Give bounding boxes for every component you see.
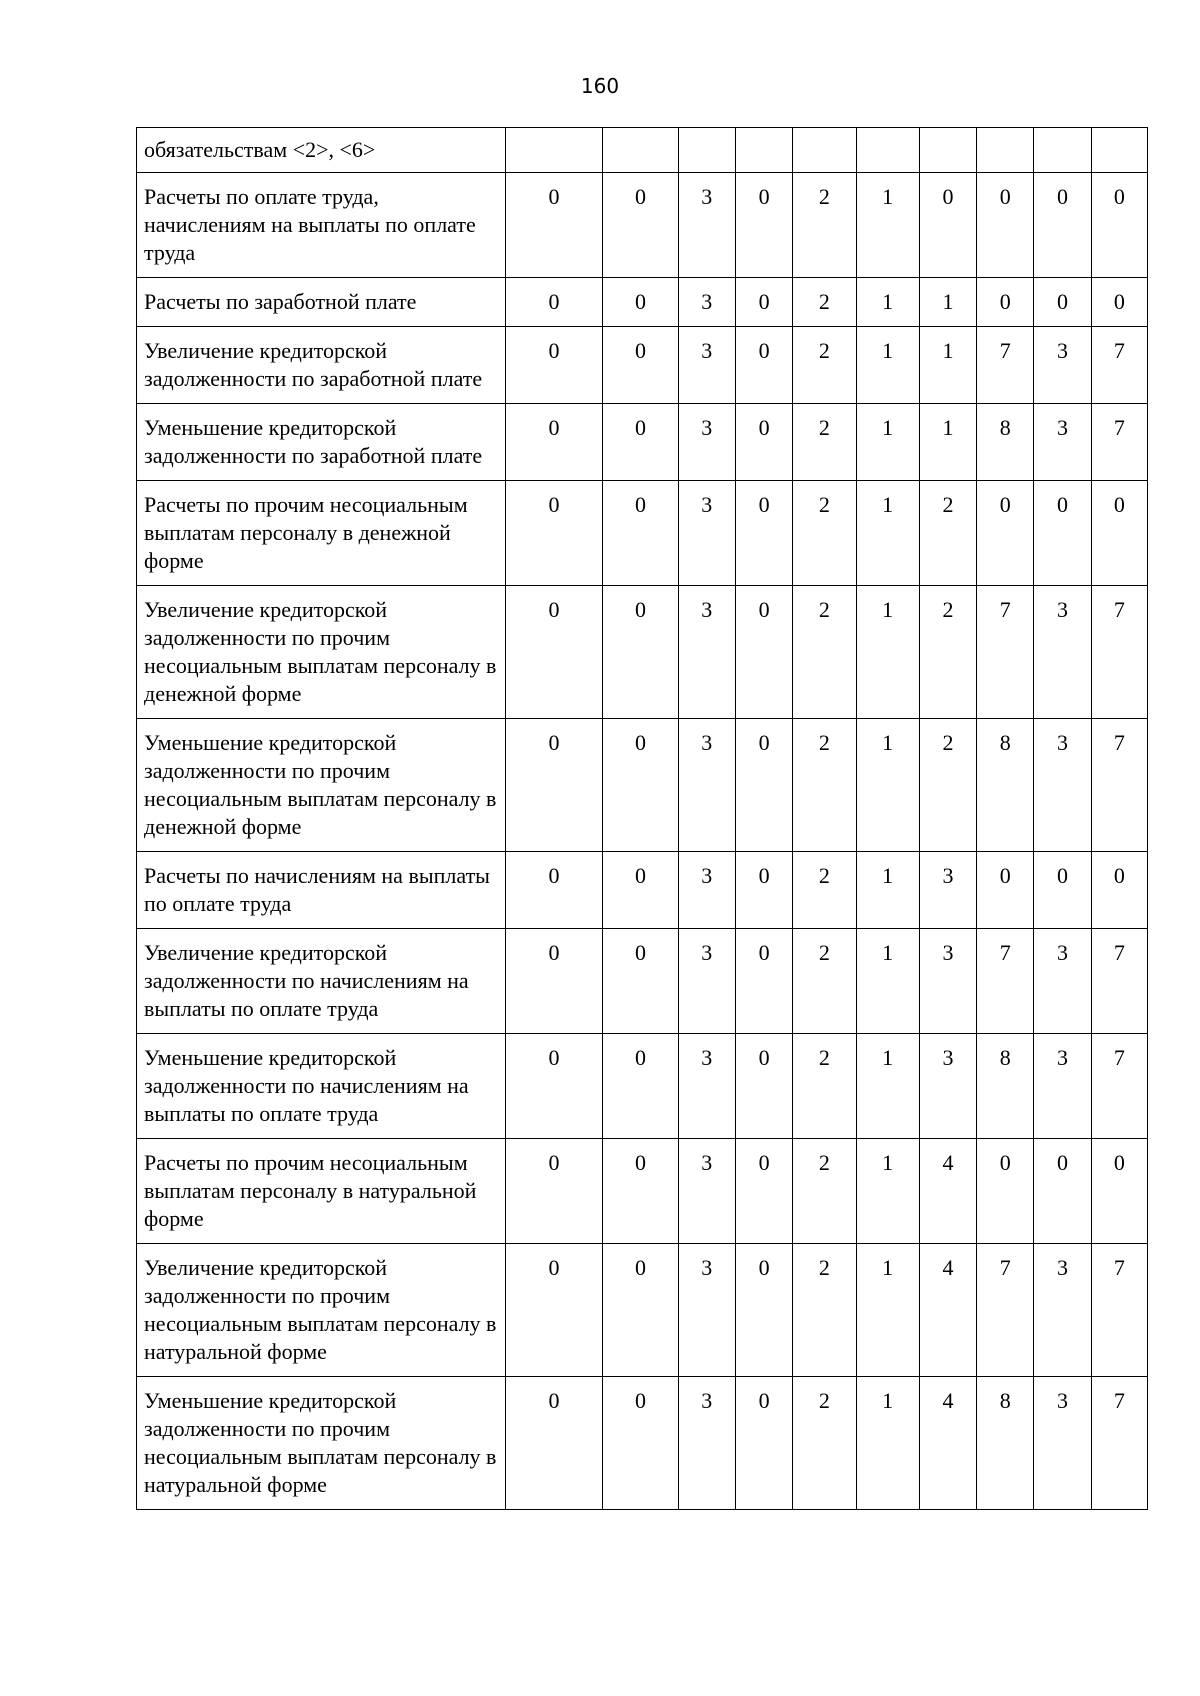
code-digit-cell: 1 — [919, 278, 976, 327]
code-digit-cell: 7 — [977, 929, 1034, 1034]
table-row — [137, 1244, 1148, 1377]
code-digit-cell: 4 — [919, 1377, 976, 1510]
code-digit-cell: 1 — [856, 1377, 919, 1510]
code-digit-cell: 3 — [678, 173, 735, 278]
code-digit-cell: 0 — [735, 173, 792, 278]
table-row — [137, 404, 1148, 481]
code-digit-cell — [505, 128, 602, 173]
row-name-cell: Расчеты по оплате труда, начислениям на выплаты по оплате труда — [137, 173, 506, 278]
code-digit-cell: 0 — [1034, 278, 1091, 327]
code-digit-cell: 0 — [735, 278, 792, 327]
row-name-cell: Увеличение кредиторской задолженности по прочим несоциальным выплатам персоналу в денежной форме — [137, 586, 506, 719]
code-digit-cell: 1 — [856, 929, 919, 1034]
code-digit-cell: 7 — [1091, 1244, 1147, 1377]
code-digit-cell: 0 — [1034, 481, 1091, 586]
code-digit-cell: 4 — [919, 1244, 976, 1377]
code-digit-cell: 8 — [977, 1377, 1034, 1510]
code-digit-cell: 0 — [603, 586, 678, 719]
code-digit-cell: 2 — [793, 278, 856, 327]
code-digit-cell: 7 — [1091, 404, 1147, 481]
code-digit-cell — [735, 128, 792, 173]
code-digit-cell: 3 — [678, 1244, 735, 1377]
code-digit-cell: 1 — [856, 1034, 919, 1139]
table-row — [137, 1139, 1148, 1244]
code-digit-cell: 0 — [603, 1034, 678, 1139]
table-row — [137, 173, 1148, 278]
code-digit-cell: 7 — [977, 586, 1034, 719]
code-digit-cell: 3 — [1034, 404, 1091, 481]
code-digit-cell: 0 — [603, 719, 678, 852]
code-digit-cell: 0 — [603, 1377, 678, 1510]
code-digit-cell: 2 — [793, 481, 856, 586]
code-digit-cell: 7 — [1091, 327, 1147, 404]
code-digit-cell: 0 — [505, 1034, 602, 1139]
code-digit-cell: 2 — [919, 586, 976, 719]
code-digit-cell — [1091, 128, 1147, 173]
code-digit-cell: 2 — [793, 1034, 856, 1139]
code-digit-cell: 0 — [1091, 1139, 1147, 1244]
row-name-cell: Расчеты по заработной плате — [137, 278, 506, 327]
code-digit-cell: 2 — [793, 852, 856, 929]
code-digit-cell: 3 — [678, 404, 735, 481]
code-digit-cell: 0 — [603, 1244, 678, 1377]
code-digit-cell: 0 — [735, 586, 792, 719]
code-digit-cell: 0 — [919, 173, 976, 278]
code-digit-cell: 0 — [735, 1377, 792, 1510]
code-digit-cell: 0 — [505, 719, 602, 852]
code-digit-cell: 3 — [678, 1377, 735, 1510]
code-digit-cell: 1 — [856, 173, 919, 278]
code-digit-cell: 3 — [678, 586, 735, 719]
code-digit-cell: 3 — [1034, 327, 1091, 404]
table-row — [137, 278, 1148, 327]
row-name-cell: Расчеты по прочим несоциальным выплатам персоналу в денежной форме — [137, 481, 506, 586]
row-name-cell: Расчеты по начислениям на выплаты по оплате труда — [137, 852, 506, 929]
code-digit-cell — [856, 128, 919, 173]
code-digit-cell: 7 — [977, 1244, 1034, 1377]
code-digit-cell: 1 — [856, 586, 919, 719]
code-digit-cell: 0 — [603, 1139, 678, 1244]
code-digit-cell: 2 — [793, 929, 856, 1034]
code-digit-cell: 0 — [505, 278, 602, 327]
row-name-cell: Увеличение кредиторской задолженности по прочим несоциальным выплатам персоналу в натуральной форме — [137, 1244, 506, 1377]
table-row — [137, 128, 1148, 173]
table-row — [137, 852, 1148, 929]
code-digit-cell: 3 — [919, 852, 976, 929]
code-digit-cell: 7 — [977, 327, 1034, 404]
code-digit-cell: 0 — [505, 1377, 602, 1510]
code-digit-cell: 0 — [1091, 852, 1147, 929]
code-digit-cell: 8 — [977, 719, 1034, 852]
code-digit-cell: 0 — [505, 327, 602, 404]
code-digit-cell: 0 — [505, 586, 602, 719]
code-digit-cell: 0 — [505, 1139, 602, 1244]
code-digit-cell: 7 — [1091, 1377, 1147, 1510]
code-digit-cell — [977, 128, 1034, 173]
code-digit-cell — [919, 128, 976, 173]
code-digit-cell: 2 — [793, 1377, 856, 1510]
table-row — [137, 1034, 1148, 1139]
code-digit-cell: 0 — [603, 278, 678, 327]
code-digit-cell: 1 — [856, 404, 919, 481]
code-digit-cell: 1 — [856, 278, 919, 327]
code-digit-cell — [793, 128, 856, 173]
code-digit-cell: 0 — [735, 1034, 792, 1139]
code-digit-cell: 1 — [919, 327, 976, 404]
code-digit-cell: 0 — [603, 404, 678, 481]
code-digit-cell: 2 — [793, 404, 856, 481]
code-digit-cell: 2 — [919, 719, 976, 852]
code-digit-cell — [678, 128, 735, 173]
code-digit-cell: 3 — [1034, 719, 1091, 852]
code-digit-cell: 3 — [678, 1034, 735, 1139]
code-digit-cell: 0 — [735, 404, 792, 481]
table-row — [137, 481, 1148, 586]
row-name-cell: Расчеты по прочим несоциальным выплатам персоналу в натуральной форме — [137, 1139, 506, 1244]
code-digit-cell: 0 — [1034, 173, 1091, 278]
code-digit-cell: 7 — [1091, 586, 1147, 719]
row-name-cell: Уменьшение кредиторской задолженности по прочим несоциальным выплатам персоналу в натуральной форме — [137, 1377, 506, 1510]
code-digit-cell: 0 — [505, 852, 602, 929]
code-digit-cell: 0 — [735, 1139, 792, 1244]
code-digit-cell: 2 — [919, 481, 976, 586]
code-digit-cell: 3 — [919, 1034, 976, 1139]
code-digit-cell: 3 — [678, 278, 735, 327]
code-digit-cell: 3 — [678, 929, 735, 1034]
row-name-cell: Уменьшение кредиторской задолженности по заработной плате — [137, 404, 506, 481]
code-digit-cell: 3 — [678, 852, 735, 929]
code-digit-cell: 0 — [505, 404, 602, 481]
row-name-cell: Увеличение кредиторской задолженности по заработной плате — [137, 327, 506, 404]
code-digit-cell: 1 — [856, 481, 919, 586]
code-digit-cell: 1 — [856, 852, 919, 929]
row-name-cell: Уменьшение кредиторской задолженности по начислениям на выплаты по оплате труда — [137, 1034, 506, 1139]
code-digit-cell: 1 — [856, 1139, 919, 1244]
code-digit-cell: 7 — [1091, 929, 1147, 1034]
code-digit-cell: 0 — [977, 852, 1034, 929]
code-digit-cell — [1034, 128, 1091, 173]
code-digit-cell: 0 — [505, 173, 602, 278]
code-digit-cell: 3 — [1034, 1244, 1091, 1377]
table-body — [137, 128, 1148, 1510]
code-digit-cell: 1 — [919, 404, 976, 481]
code-digit-cell: 1 — [856, 719, 919, 852]
code-digit-cell: 0 — [735, 929, 792, 1034]
table-row — [137, 586, 1148, 719]
code-digit-cell: 3 — [1034, 1034, 1091, 1139]
code-digit-cell: 1 — [856, 327, 919, 404]
code-digit-cell: 2 — [793, 586, 856, 719]
page-number: 160 — [580, 74, 620, 98]
code-digit-cell: 0 — [1034, 1139, 1091, 1244]
code-digit-cell: 0 — [603, 929, 678, 1034]
code-digit-cell: 0 — [505, 1244, 602, 1377]
code-digit-cell: 2 — [793, 1139, 856, 1244]
code-digit-cell: 2 — [793, 327, 856, 404]
code-digit-cell: 7 — [1091, 719, 1147, 852]
code-digit-cell: 0 — [735, 719, 792, 852]
code-digit-cell: 0 — [603, 481, 678, 586]
code-digit-cell: 0 — [603, 173, 678, 278]
code-digit-cell: 0 — [1091, 481, 1147, 586]
row-name-cell: Увеличение кредиторской задолженности по начислениям на выплаты по оплате труда — [137, 929, 506, 1034]
table-row — [137, 719, 1148, 852]
row-name-cell: обязательствам <2>, <6> — [137, 128, 506, 173]
code-digit-cell: 0 — [735, 852, 792, 929]
code-digit-cell: 0 — [1091, 278, 1147, 327]
code-digit-cell: 8 — [977, 404, 1034, 481]
row-name-cell: Уменьшение кредиторской задолженности по прочим несоциальным выплатам персоналу в денежной форме — [137, 719, 506, 852]
code-digit-cell: 2 — [793, 1244, 856, 1377]
code-digit-cell: 3 — [1034, 929, 1091, 1034]
code-digit-cell: 0 — [1091, 173, 1147, 278]
code-digit-cell: 0 — [505, 481, 602, 586]
code-digit-cell: 8 — [977, 1034, 1034, 1139]
code-digit-cell: 3 — [678, 1139, 735, 1244]
code-digit-cell: 3 — [678, 481, 735, 586]
code-digit-cell: 0 — [735, 1244, 792, 1377]
code-digit-cell: 0 — [505, 929, 602, 1034]
code-digit-cell: 2 — [793, 719, 856, 852]
code-digit-cell: 1 — [856, 1244, 919, 1377]
table-row — [137, 1377, 1148, 1510]
code-digit-cell: 4 — [919, 1139, 976, 1244]
code-digit-cell: 0 — [977, 278, 1034, 327]
code-digit-cell: 0 — [735, 481, 792, 586]
table-row — [137, 929, 1148, 1034]
code-digit-cell: 3 — [1034, 1377, 1091, 1510]
code-digit-cell: 3 — [1034, 586, 1091, 719]
code-digit-cell: 0 — [977, 173, 1034, 278]
code-digit-cell: 2 — [793, 173, 856, 278]
code-digit-cell: 0 — [735, 327, 792, 404]
code-digit-cell: 0 — [977, 1139, 1034, 1244]
code-digit-cell: 0 — [977, 481, 1034, 586]
table-row — [137, 327, 1148, 404]
code-digit-cell: 3 — [678, 327, 735, 404]
code-digit-cell: 3 — [919, 929, 976, 1034]
accounts-table — [136, 127, 1148, 1510]
code-digit-cell: 0 — [1034, 852, 1091, 929]
code-digit-cell: 0 — [603, 327, 678, 404]
code-digit-cell: 7 — [1091, 1034, 1147, 1139]
code-digit-cell: 0 — [603, 852, 678, 929]
code-digit-cell: 3 — [678, 719, 735, 852]
code-digit-cell — [603, 128, 678, 173]
